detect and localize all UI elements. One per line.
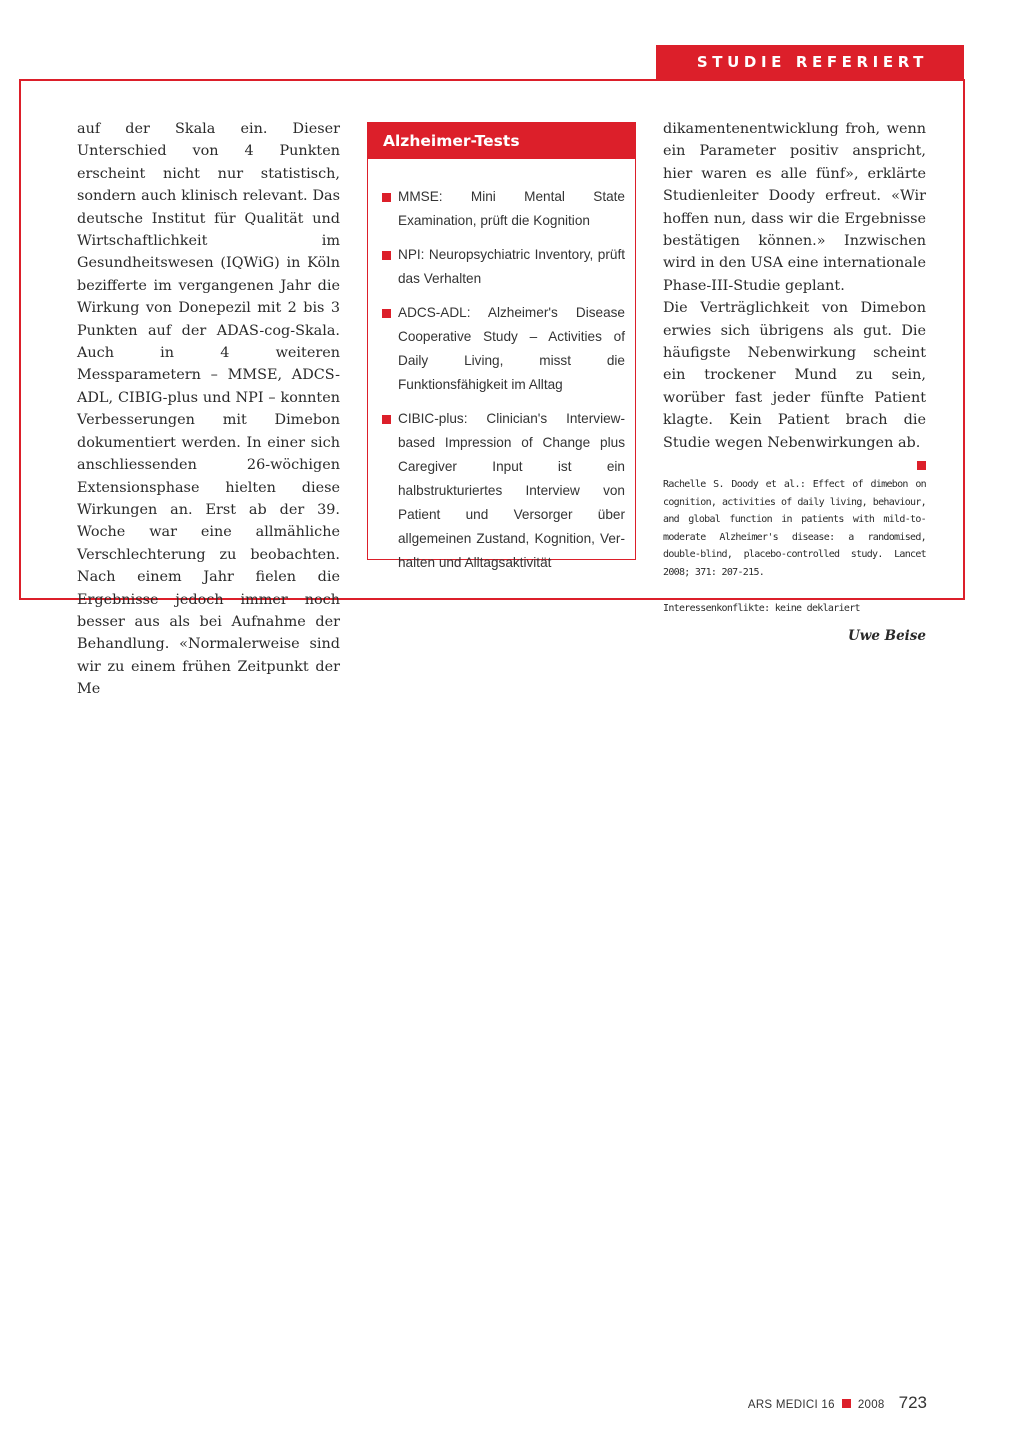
page-number: 723 <box>898 1393 927 1412</box>
square-bullet-icon <box>382 193 391 202</box>
page-footer <box>748 1393 927 1413</box>
reference: Rachelle S. Doody et al.: Effect of dimebon on cognition, activities of daily living, behaviour, and global function in patients with mild-to-moderate Alzheimer's disease: a randomised, double-blind, placebo-controlled study. Lancet 2008; 371: 207-215. <box>663 479 926 578</box>
list-item <box>382 407 625 575</box>
list-item <box>382 185 625 233</box>
paragraph: Die Verträglichkeit von Dimebon erwies sich übrigens als gut. Die häufigste Nebenwirkung scheint ein trockener Mund zu sein, worüber fast jeder fünfte Patient klagte. Kein Patient brach die Studie wegen Nebenwirkungen ab. <box>663 300 926 451</box>
left-column <box>77 118 340 701</box>
square-bullet-icon <box>382 415 391 424</box>
paragraph-with-endmark <box>663 297 926 454</box>
list-item-text: ADCS-ADL: Alzheimer's Disease Cooperative Study – Activities of Daily Living, misst die Funktionsfähigkeit im Alltag <box>398 305 625 392</box>
info-box <box>367 122 636 570</box>
author-name: Uwe Beise <box>847 628 926 645</box>
right-column <box>663 118 926 648</box>
square-bullet-icon <box>382 251 391 260</box>
issue-year: 2008 <box>857 1399 885 1411</box>
separator-square-icon <box>842 1399 851 1408</box>
end-square-icon <box>917 461 926 470</box>
list-item-text: NPI: Neuropsychiatric Inventory, prüft das Verhalten <box>398 247 625 286</box>
list-item-text: MMSE: Mini Mental State Examination, prüft die Kognition <box>398 189 625 228</box>
info-box-list <box>368 159 635 575</box>
journal-name: ARS MEDICI 16 <box>747 1399 835 1411</box>
section-tag: STUDIE REFERIERT <box>656 45 964 79</box>
list-item <box>382 243 625 291</box>
conflicts-of-interest: Interessenkonflikte: keine deklariert <box>663 603 860 615</box>
square-bullet-icon <box>382 309 391 318</box>
left-column-text: auf der Skala ein. Dieser Unterschied von 4 Punkten erscheint nicht nur statistisch, sondern auch klinisch relevant. Das deutsche Institut für Qualität und Wirtschaftlichkeit im Gesundheitswesen (IQWiG) in Köln bezifferte im vergangenen Jahr die Wirkung von Donepezil mit 2 bis 3 Punkten auf der ADAS-cog-Skala. Auch in 4 weiteren Messparametern – MMSE, ADCS-ADL, CIBIG-plus und NPI – konnten Verbesserungen mit Dimebon dokumentiert werden. In einer sich anschliessenden 26-wöchigen Extensionsphase hielten diese Wirkungen an. Erst ab der 39. Woche war eine allmähliche Verschlechterung zu beobachten. Nach einem Jahr fielen die Ergebnisse jedoch immer noch besser aus als bei Aufnahme der Behandlung. «Normalerweise sind wir zu einem frühen Zeitpunkt der Me <box>77 121 340 698</box>
info-box-title: Alzheimer-Tests <box>368 123 635 159</box>
paragraph: dikamentenentwicklung froh, wenn ein Parameter positiv anspricht, hier waren es alle fünf», erklärte Studienleiter Doody erfreut. «Wir hoffen nun, dass wir die Ergebnisse bestätigen können.» Inzwischen wird in den USA eine internationale Phase-III-Studie geplant. <box>663 121 926 294</box>
list-item-text: CIBIC-plus: Clinician's Interview-based Impression of Change plus Caregiver Input ist ein halbstrukturiertes Interview von Patient und Versorger über allgemeinen Zustand, Kognition, Verhalten und Alltagsaktivität <box>398 411 625 570</box>
list-item <box>382 301 625 397</box>
